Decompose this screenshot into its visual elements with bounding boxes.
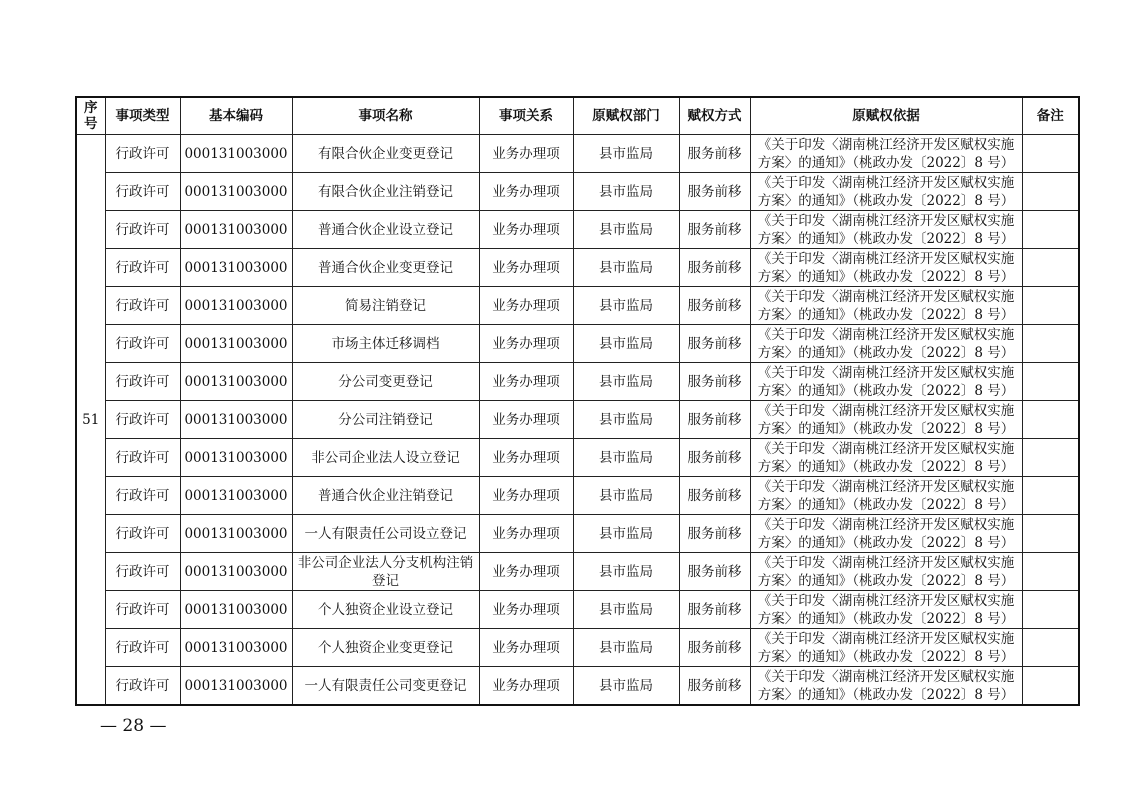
cell-basis: 《关于印发〈湖南桃江经济开发区赋权实施方案〉的通知》（桃政办发〔2022〕8 号） bbox=[750, 173, 1022, 211]
table-row bbox=[76, 135, 1079, 173]
page-number: — 28 — bbox=[100, 716, 167, 736]
header-name: 事项名称 bbox=[292, 97, 479, 135]
cell-name: 非公司企业法人设立登记 bbox=[292, 439, 479, 477]
cell-type: 行政许可 bbox=[105, 477, 180, 515]
table-row bbox=[76, 287, 1079, 325]
cell-basis: 《关于印发〈湖南桃江经济开发区赋权实施方案〉的通知》（桃政办发〔2022〕8 号） bbox=[750, 553, 1022, 591]
table-row bbox=[76, 363, 1079, 401]
cell-code: 000131003000 bbox=[180, 401, 292, 439]
cell-note bbox=[1022, 667, 1079, 706]
cell-basis: 《关于印发〈湖南桃江经济开发区赋权实施方案〉的通知》（桃政办发〔2022〕8 号） bbox=[750, 325, 1022, 363]
cell-dept: 县市监局 bbox=[573, 401, 679, 439]
cell-type: 行政许可 bbox=[105, 439, 180, 477]
cell-code: 000131003000 bbox=[180, 629, 292, 667]
table-row bbox=[76, 401, 1079, 439]
cell-note bbox=[1022, 135, 1079, 173]
authorization-table bbox=[75, 96, 1080, 706]
cell-basis: 《关于印发〈湖南桃江经济开发区赋权实施方案〉的通知》（桃政办发〔2022〕8 号） bbox=[750, 401, 1022, 439]
header-note: 备注 bbox=[1022, 97, 1079, 135]
cell-code: 000131003000 bbox=[180, 173, 292, 211]
cell-note bbox=[1022, 325, 1079, 363]
cell-dept: 县市监局 bbox=[573, 439, 679, 477]
cell-name: 个人独资企业设立登记 bbox=[292, 591, 479, 629]
header-seq: 序号 bbox=[76, 97, 105, 135]
cell-code: 000131003000 bbox=[180, 249, 292, 287]
cell-method: 服务前移 bbox=[679, 439, 750, 477]
cell-note bbox=[1022, 591, 1079, 629]
cell-note bbox=[1022, 401, 1079, 439]
cell-note bbox=[1022, 553, 1079, 591]
cell-code: 000131003000 bbox=[180, 515, 292, 553]
table-row bbox=[76, 515, 1079, 553]
cell-relation: 业务办理项 bbox=[479, 667, 573, 706]
cell-basis: 《关于印发〈湖南桃江经济开发区赋权实施方案〉的通知》（桃政办发〔2022〕8 号） bbox=[750, 211, 1022, 249]
cell-code: 000131003000 bbox=[180, 287, 292, 325]
cell-method: 服务前移 bbox=[679, 325, 750, 363]
cell-note bbox=[1022, 629, 1079, 667]
cell-relation: 业务办理项 bbox=[479, 325, 573, 363]
cell-dept: 县市监局 bbox=[573, 211, 679, 249]
cell-method: 服务前移 bbox=[679, 477, 750, 515]
cell-relation: 业务办理项 bbox=[479, 591, 573, 629]
cell-code: 000131003000 bbox=[180, 477, 292, 515]
cell-note bbox=[1022, 477, 1079, 515]
cell-relation: 业务办理项 bbox=[479, 363, 573, 401]
cell-name: 市场主体迁移调档 bbox=[292, 325, 479, 363]
table-row bbox=[76, 477, 1079, 515]
cell-seq: 51 bbox=[76, 135, 105, 706]
cell-dept: 县市监局 bbox=[573, 629, 679, 667]
cell-method: 服务前移 bbox=[679, 629, 750, 667]
cell-name: 个人独资企业变更登记 bbox=[292, 629, 479, 667]
cell-relation: 业务办理项 bbox=[479, 439, 573, 477]
header-code: 基本编码 bbox=[180, 97, 292, 135]
cell-code: 000131003000 bbox=[180, 211, 292, 249]
cell-basis: 《关于印发〈湖南桃江经济开发区赋权实施方案〉的通知》（桃政办发〔2022〕8 号） bbox=[750, 363, 1022, 401]
cell-method: 服务前移 bbox=[679, 515, 750, 553]
cell-name: 分公司注销登记 bbox=[292, 401, 479, 439]
table-row bbox=[76, 629, 1079, 667]
cell-basis: 《关于印发〈湖南桃江经济开发区赋权实施方案〉的通知》（桃政办发〔2022〕8 号） bbox=[750, 591, 1022, 629]
cell-method: 服务前移 bbox=[679, 135, 750, 173]
table-body bbox=[76, 135, 1079, 706]
cell-basis: 《关于印发〈湖南桃江经济开发区赋权实施方案〉的通知》（桃政办发〔2022〕8 号） bbox=[750, 629, 1022, 667]
cell-type: 行政许可 bbox=[105, 515, 180, 553]
cell-basis: 《关于印发〈湖南桃江经济开发区赋权实施方案〉的通知》（桃政办发〔2022〕8 号） bbox=[750, 287, 1022, 325]
cell-dept: 县市监局 bbox=[573, 515, 679, 553]
table-row bbox=[76, 211, 1079, 249]
cell-type: 行政许可 bbox=[105, 211, 180, 249]
cell-method: 服务前移 bbox=[679, 249, 750, 287]
cell-method: 服务前移 bbox=[679, 553, 750, 591]
cell-name: 普通合伙企业变更登记 bbox=[292, 249, 479, 287]
cell-type: 行政许可 bbox=[105, 135, 180, 173]
cell-code: 000131003000 bbox=[180, 591, 292, 629]
cell-name: 普通合伙企业注销登记 bbox=[292, 477, 479, 515]
cell-method: 服务前移 bbox=[679, 363, 750, 401]
cell-basis: 《关于印发〈湖南桃江经济开发区赋权实施方案〉的通知》（桃政办发〔2022〕8 号） bbox=[750, 477, 1022, 515]
cell-code: 000131003000 bbox=[180, 325, 292, 363]
cell-relation: 业务办理项 bbox=[479, 287, 573, 325]
cell-method: 服务前移 bbox=[679, 173, 750, 211]
cell-relation: 业务办理项 bbox=[479, 173, 573, 211]
cell-relation: 业务办理项 bbox=[479, 515, 573, 553]
cell-code: 000131003000 bbox=[180, 667, 292, 706]
cell-method: 服务前移 bbox=[679, 211, 750, 249]
table-row bbox=[76, 439, 1079, 477]
cell-dept: 县市监局 bbox=[573, 249, 679, 287]
cell-note bbox=[1022, 287, 1079, 325]
cell-code: 000131003000 bbox=[180, 553, 292, 591]
table-row bbox=[76, 591, 1079, 629]
cell-code: 000131003000 bbox=[180, 439, 292, 477]
cell-name: 普通合伙企业设立登记 bbox=[292, 211, 479, 249]
cell-type: 行政许可 bbox=[105, 287, 180, 325]
cell-code: 000131003000 bbox=[180, 135, 292, 173]
cell-type: 行政许可 bbox=[105, 363, 180, 401]
cell-name: 有限合伙企业注销登记 bbox=[292, 173, 479, 211]
cell-type: 行政许可 bbox=[105, 629, 180, 667]
header-dept: 原赋权部门 bbox=[573, 97, 679, 135]
cell-method: 服务前移 bbox=[679, 401, 750, 439]
cell-type: 行政许可 bbox=[105, 591, 180, 629]
cell-name: 非公司企业法人分支机构注销登记 bbox=[292, 553, 479, 591]
cell-relation: 业务办理项 bbox=[479, 135, 573, 173]
cell-note bbox=[1022, 173, 1079, 211]
cell-code: 000131003000 bbox=[180, 363, 292, 401]
table-row bbox=[76, 667, 1079, 706]
cell-dept: 县市监局 bbox=[573, 173, 679, 211]
cell-name: 有限合伙企业变更登记 bbox=[292, 135, 479, 173]
cell-relation: 业务办理项 bbox=[479, 629, 573, 667]
table-row bbox=[76, 173, 1079, 211]
cell-type: 行政许可 bbox=[105, 401, 180, 439]
header-basis: 原赋权依据 bbox=[750, 97, 1022, 135]
cell-note bbox=[1022, 211, 1079, 249]
cell-name: 简易注销登记 bbox=[292, 287, 479, 325]
cell-basis: 《关于印发〈湖南桃江经济开发区赋权实施方案〉的通知》（桃政办发〔2022〕8 号） bbox=[750, 135, 1022, 173]
cell-dept: 县市监局 bbox=[573, 553, 679, 591]
header-relation: 事项关系 bbox=[479, 97, 573, 135]
cell-relation: 业务办理项 bbox=[479, 477, 573, 515]
cell-relation: 业务办理项 bbox=[479, 401, 573, 439]
cell-type: 行政许可 bbox=[105, 249, 180, 287]
cell-dept: 县市监局 bbox=[573, 591, 679, 629]
cell-name: 一人有限责任公司变更登记 bbox=[292, 667, 479, 706]
cell-name: 分公司变更登记 bbox=[292, 363, 479, 401]
cell-relation: 业务办理项 bbox=[479, 211, 573, 249]
cell-note bbox=[1022, 363, 1079, 401]
cell-dept: 县市监局 bbox=[573, 667, 679, 706]
cell-method: 服务前移 bbox=[679, 591, 750, 629]
cell-type: 行政许可 bbox=[105, 325, 180, 363]
table-row bbox=[76, 325, 1079, 363]
cell-note bbox=[1022, 515, 1079, 553]
cell-basis: 《关于印发〈湖南桃江经济开发区赋权实施方案〉的通知》（桃政办发〔2022〕8 号） bbox=[750, 249, 1022, 287]
header-method: 赋权方式 bbox=[679, 97, 750, 135]
table-row bbox=[76, 249, 1079, 287]
cell-name: 一人有限责任公司设立登记 bbox=[292, 515, 479, 553]
cell-note bbox=[1022, 249, 1079, 287]
cell-dept: 县市监局 bbox=[573, 287, 679, 325]
cell-method: 服务前移 bbox=[679, 287, 750, 325]
cell-relation: 业务办理项 bbox=[479, 249, 573, 287]
cell-basis: 《关于印发〈湖南桃江经济开发区赋权实施方案〉的通知》（桃政办发〔2022〕8 号） bbox=[750, 667, 1022, 706]
cell-type: 行政许可 bbox=[105, 667, 180, 706]
cell-type: 行政许可 bbox=[105, 173, 180, 211]
header-type: 事项类型 bbox=[105, 97, 180, 135]
cell-dept: 县市监局 bbox=[573, 325, 679, 363]
cell-relation: 业务办理项 bbox=[479, 553, 573, 591]
cell-method: 服务前移 bbox=[679, 667, 750, 706]
cell-note bbox=[1022, 439, 1079, 477]
table-header-row bbox=[76, 97, 1079, 135]
cell-dept: 县市监局 bbox=[573, 363, 679, 401]
cell-basis: 《关于印发〈湖南桃江经济开发区赋权实施方案〉的通知》（桃政办发〔2022〕8 号） bbox=[750, 439, 1022, 477]
cell-basis: 《关于印发〈湖南桃江经济开发区赋权实施方案〉的通知》（桃政办发〔2022〕8 号） bbox=[750, 515, 1022, 553]
cell-dept: 县市监局 bbox=[573, 135, 679, 173]
table-row bbox=[76, 553, 1079, 591]
cell-dept: 县市监局 bbox=[573, 477, 679, 515]
cell-type: 行政许可 bbox=[105, 553, 180, 591]
